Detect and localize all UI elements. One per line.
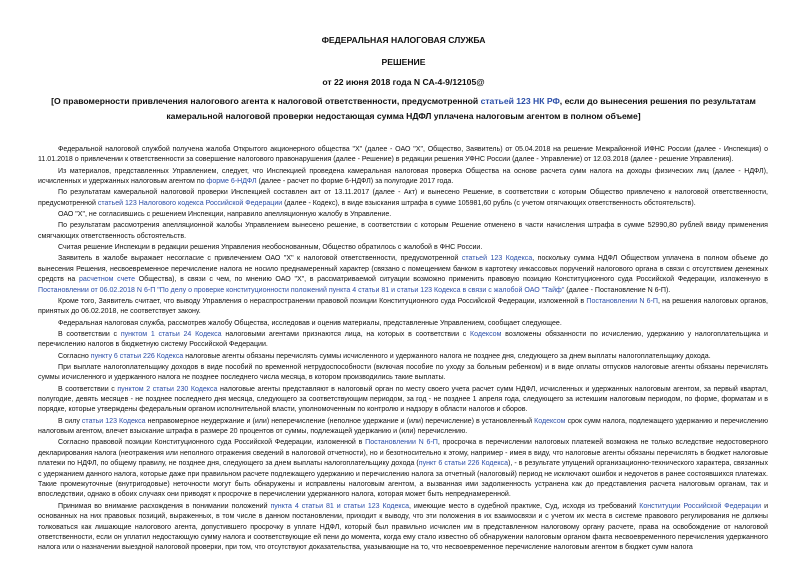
title-text: , если до вынесения решения по результатам камеральной налоговой проверки недостающая сумма НДФЛ уплачена налоговым агентом в полном объеме] <box>166 96 756 121</box>
paragraph-text: Заявитель в жалобе выражает несогласие с привлечением ОАО "Х" к налоговой ответственности, предусмотренной <box>58 255 462 263</box>
paragraph-text: В соответствии с <box>58 385 118 393</box>
paragraph-11 <box>38 352 768 362</box>
paragraph-7 <box>38 254 768 296</box>
paragraph-15 <box>38 438 768 500</box>
paragraph-text: (далее - Кодекс), в виде взыскания штрафа в сумме 105981,60 рубль (с учетом отягчающих ответственность обстоятельств). <box>282 199 696 207</box>
paragraph-text: Согласно правовой позиции Конституционного суда Российской Федерации, изложенной в <box>58 439 366 447</box>
paragraph-text: В соответствии с <box>58 330 121 338</box>
paragraph-12 <box>38 363 768 384</box>
paragraph-8 <box>38 297 768 318</box>
link-code-article-24-point-1[interactable]: пунктом 1 статьи 24 Кодекса <box>120 330 222 338</box>
link-current-account[interactable]: расчетном счете <box>78 276 136 284</box>
paragraph-text: Считая решение Инспекции в редакции решения Управления необоснованным, Общество обратилось с жалобой в ФНС России. <box>58 244 483 252</box>
paragraph-text: Кроме того, Заявитель считает, что выводу Управления о нераспространении правовой позиции Конституционного суда Российской Федерации, изложенной в <box>58 297 587 305</box>
link-constitution[interactable]: Конституции Российской Федерации <box>639 502 762 510</box>
paragraph-13 <box>38 385 768 416</box>
paragraph-5 <box>38 221 768 242</box>
paragraph-text: и основанных на них правовых позиций, выраженных, в том числе в данном постановлении, приходит к выводу, что эти положения в их взаимосвязи и с учетом их места в системе правового регулирования не должны толковаться как лишающие налогового агента, допустившего просрочку в уплате НДФЛ, который был правильно исчислен им в представленном налоговому органу расчете, права на освобождение от налоговой ответственности, если он уплатил недостающую сумму налога и соответствующие ей пени до момента, когда ему стало известно об обнаружении налоговым органом факта несвоевременного перечисления удержанного налога или о назначении выездной налоговой проверки, при том, что отсутствуют доказательства, указывающие на то, что несвоевременное перечисление налоговым агентом в бюджет сумм налога <box>38 502 769 552</box>
paragraph-text: (далее - Постановление N 6-П). <box>564 286 671 294</box>
document-type: РЕШЕНИЕ <box>381 57 426 67</box>
paragraph-text: Принимая во внимание расхождения в понимании положений <box>58 502 271 510</box>
paragraph-text: Федеральной налоговой службой получена жалоба Открытого акционерного общества "Х" (далее - ОАО "Х", Общество, Заявитель) от 05.04.2018 на решение Межрайонной ИФНС России (далее - Инспекция) о 11.01.2018 о привлечении к ответственности за совершение налогового правонарушения (далее - Решение) в редакции решения УФНС России (далее - Управление) от 12.03.2018 (далее - решение Управления). <box>38 146 768 164</box>
paragraph-3 <box>38 188 768 209</box>
paragraph-10 <box>38 330 768 351</box>
paragraph-text: ОАО "Х", не согласившись с решением Инспекции, направило апелляционную жалобу в Управление. <box>58 211 392 219</box>
link-code-articles-81-123[interactable]: пункта 4 статьи 81 и статьи 123 Кодекса <box>270 502 410 510</box>
paragraph-text: (далее - расчет по форме 6-НДФЛ) за полугодие 2017 года. <box>256 178 454 186</box>
link-code-article-226-point-6[interactable]: пункт 6 статьи 226 Кодекса <box>418 460 508 468</box>
paragraph-text: ), - в результате упущений организационно-технического характера, связанных с удержанием данного налога, которые даже при правильном расчете подлежащего удержанию и перечислению налога за отчетный (налоговый) период не исключают ошибок и недочетов в ранее состоявшихся платежах. Такие промежуточные (внутригодовые) неточности могут быть обнаружены и исправлены налоговым агентом, а вызванная ими задолженность устранена как до представления расчета налоговым органам, так и впоследствии, однако в обоих случаях они приводят к просрочке в перечислении удержанного налога, которая может быть непреднамеренной. <box>38 460 768 499</box>
link-code-article-123[interactable]: статьи 123 Кодекса <box>81 417 146 425</box>
paragraph-text: При выплате налогоплательщику доходов в виде пособий по временной нетрудоспособности (включая пособие по уходу за больным ребенком) и в виде оплаты отпусков налоговые агенты обязаны перечислять суммы исчисленного и удержанного налога не позднее последнего числа месяца, в котором производились такие выплаты. <box>38 363 768 382</box>
paragraph-text: налоговые агенты представляют в налоговый орган по месту своего учета расчет сумм НДФЛ, исчисленных и удержанных налоговым агентом, за первый квартал, полугодие, девять месяцев - не позднее последнего дня месяца, следующего за соответствующим периодом, за год - не позднее 1 апреля года, следующего за истекшим налоговым периодом, по форме, форматам и в порядке, которые утверждены федеральным органом исполнительной власти, уполномоченным по контролю и надзору в области налогов и сборов. <box>38 385 768 414</box>
paragraph-text: Общества), в связи с чем, по мнению ОАО "Х", в рассматриваемой ситуации возможно применить правовую позицию Конституционного суда Российской Федерации, изложенную в <box>135 276 768 284</box>
agency-name: ФЕДЕРАЛЬНАЯ НАЛОГОВАЯ СЛУЖБА <box>321 35 486 45</box>
paragraph-text: В силу <box>58 417 82 425</box>
paragraph-1 <box>38 145 768 166</box>
paragraph-text: налоговые агенты обязаны перечислять суммы исчисленного и удержанного налога не позднее дня, следующего за днем выплаты налогоплательщику дохода. <box>183 352 711 360</box>
link-resolution-6p-full[interactable]: Постановлении от 06.02.2018 N 6-П "По делу о проверке конституционности положений пункта 4 статьи 81 и статьи 123 Кодекса в связи с жалобой ОАО "Тайф" <box>38 286 565 294</box>
paragraph-text: возложены обязанности по исчислению, удержанию у налогоплательщика и перечислению налогов в бюджетную систему Российской Федерации. <box>38 330 768 349</box>
link-resolution-6p[interactable]: Постановлении N 6-П <box>586 297 658 305</box>
paragraph-text: налоговыми агентами признаются лица, на которых в соответствии с <box>221 330 471 338</box>
link-code[interactable]: Кодексом <box>470 330 502 338</box>
paragraph-text: По результатам камеральной налоговой проверки Инспекцией составлен акт от 13.11.2017 (далее - Акт) и вынесено Решение, в соответствии с которым Общество привлечено к налоговой ответственности, предусмотренной <box>38 189 768 207</box>
paragraph-text: , на решения налоговых органов, принятых до 06.02.2018, не соответствует закону. <box>38 297 768 316</box>
document-title <box>22 94 785 124</box>
link-resolution-6p[interactable]: Постановлении N 6-П <box>365 439 438 447</box>
paragraph-text: , поскольку сумма НДФЛ Обществом уплачена в полном объеме до вынесения Решения, несвоевременное перечисление налога не носило преднамеренный характер (связано с помещением банком в картотеку инкассовых поручений налогового органа в связи с отсутствием денежных средств на <box>38 255 768 284</box>
paragraph-text: срок сумм налога, подлежащего удержанию и перечислению налоговым агентом, влечет взыскание штрафа в размере 20 процентов от суммы, подлежащей удержанию и (или) перечислению. <box>38 417 768 436</box>
paragraph-text: Из материалов, представленных Управлением, следует, что Инспекцией проведена камеральная налоговая проверка Общества на основе расчета сумм налога на доходы физических лиц (далее - НДФЛ), исчисленных и удержанных налоговым агентом по <box>38 167 768 186</box>
link-code-article-230-point-2[interactable]: пунктом 2 статьи 230 Кодекса <box>117 385 218 393</box>
link-code[interactable]: Кодексом <box>534 417 566 425</box>
document-date-number: от 22 июня 2018 года N СА-4-9/12105@ <box>322 77 485 87</box>
title-text: [О правомерности привлечения налогового агента к налоговой ответственности, предусмотренной <box>51 96 481 106</box>
paragraph-text: Федеральная налоговая служба, рассмотрев жалобу Общества, исследовав и оценив материалы, представленные Управлением, сообщает следующее. <box>58 319 562 327</box>
link-article-123-nk-rf[interactable]: статьей 123 НК РФ <box>480 96 560 106</box>
paragraph-text: Согласно <box>58 352 91 360</box>
document-body <box>38 145 768 555</box>
link-code-article-226-point-6[interactable]: пункту 6 статьи 226 Кодекса <box>90 352 184 360</box>
paragraph-text: , имеющие место в судебной практике, Суд, исходя из требований <box>409 502 640 510</box>
paragraph-4 <box>38 210 768 220</box>
paragraph-6 <box>38 243 768 253</box>
paragraph-text: , просрочка в перечислении налоговых платежей возможна не только вследствие недостоверного декларирования налога (неотражения или неполного отражения сведений в налоговой отчетности), но и безотносительно к этому, например - имея в виду, что налоговые агенты обязаны перечислять в бюджет налоговые платежи по НДФЛ, по общему правилу, не позднее дня, следующего за днем выплаты налогоплательщику дохода ( <box>38 439 768 468</box>
paragraph-text: По результатам рассмотрения апелляционной жалобы Управлением вынесено решение, в соответствии с которым Решение отменено в части начисления штрафа в сумме 52990,80 рублей ввиду применения смягчающих ответственность обстоятельств. <box>38 222 768 240</box>
link-tax-code-article-123[interactable]: статьей 123 Налогового кодекса Российской Федерации <box>97 199 283 207</box>
paragraph-2 <box>38 167 768 188</box>
paragraph-9 <box>38 319 768 329</box>
link-code-article-123[interactable]: статьей 123 Кодекса <box>461 255 533 263</box>
paragraph-text: неправомерное неудержание и (или) неперечисление (неполное удержание и (или) перечисление) в установленный <box>145 417 535 425</box>
link-form-6-ndfl[interactable]: форме 6-НДФЛ <box>206 178 257 186</box>
paragraph-14 <box>38 417 768 438</box>
paragraph-16 <box>38 502 768 554</box>
